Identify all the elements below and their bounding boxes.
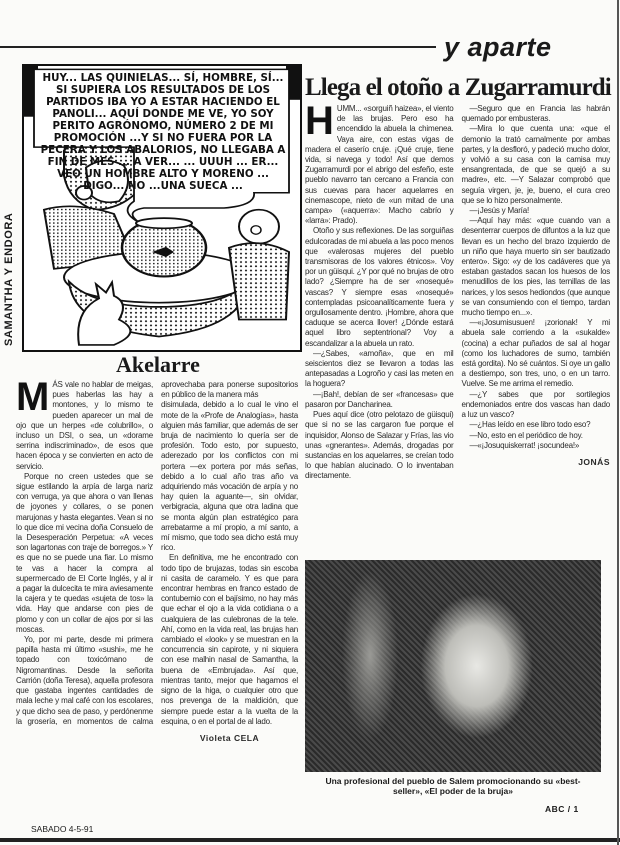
paragraph: —¡Bah!, debían de ser «francesas» que pasaron por Dancharinea.: [305, 389, 454, 409]
top-rule: [0, 46, 436, 48]
paragraph: —Mira lo que cuenta una: «que el demonio la trató carnalmente por ambas partes, y la desfloró, y padeció mucho dolor, y volvió a su casa con la camisa muy ensangrentada, de que se quejó a su madre», etc. —Y Salazar comprobó que seguía virgen, je, je, bueno, el cura creo que se lo hizo personalmente.: [461, 124, 610, 205]
photo-caption: Una profesional del pueblo de Salem promocionando su «best-seller», «El poder de la bruja»: [325, 776, 581, 796]
paragraph: —No, esto en el periódico de hoy.: [469, 430, 583, 440]
paragraph: —«¡Josumisusuen! ¡zorionak! Y mi abuela sale corriendo a la «sukalde» (cocina) a echar puñados de sal al hogar (como los luchadores de sumo, también está gordita). No sé cuántos. Si oye un gallo a destiempo, son tres, uno, o en un tarro. Vuelve. Se me arrima el remedio.: [461, 318, 610, 389]
paragraph: —¿Has leído en ese libro todo eso?: [469, 420, 591, 430]
article-title: Akelarre: [116, 352, 200, 377]
paragraph: —Seguro que en Francia las habrán quemado por embusteras.: [461, 104, 610, 124]
paragraph: —¿Sabes, «amoña», que en mil seiscientos diez se llevaron a todas las antepasadas a Logroño y casi las meten en la hoguera?: [305, 348, 454, 389]
article-left-signature: Violeta CELA: [199, 732, 260, 743]
dropcap: H: [305, 99, 334, 143]
paragraph: —¿Y sabes que por sortilegios endemoniados entre dos vascas han dado a luz un vasco?: [461, 389, 610, 420]
cartoon: [22, 64, 302, 352]
paragraph: —Aquí hay más: «que cuando van a desenterrar cuerpos de difuntos a la luz que llevan es un hecho del brazo izquierdo de un niño que haya muerto sin ser bautizado entero». Sigo: «y de los cadáveres que ya estaban gastados sacan los huesos de los menudillos de los pies, las ternillas de las narices, y los sesos hediondos (que aunque se van consumiendo con el tiempo, tardan mucho tiempo en...».: [461, 216, 610, 318]
cartoon-speech-bubble: HUY... LAS QUINIELAS... SÍ, HOMBRE, SÍ... SI SUPIERA LOS RESULTADOS DE LOS PARTIDOS IBA YO A ESTAR HACIENDO EL PANOLI... AQUÍ DONDE ME VE, YO SOY PERITO AGRÓNOMO, NÚMERO 2 DE MI PROMOCIÓN ...Y SI NO FUERA POR LA PECERA Y LOS ABALORIOS, NO LLEGABA A FIN DE MES ... A VER... ... UUUH ... ER... VEO UN HOMBRE ALTO Y MORENO ... DIGO... NO ...UNA SUECA ...: [40, 72, 286, 192]
article-right-body: [305, 99, 610, 482]
paragraph: —«¡Josuquiskerrat! ¡socundea!»: [469, 440, 580, 450]
paragraph: En definitiva, me he encontrado con todo tipo de brujazas, todas sin escoba ni casita de caramelo. Y es que para encontrar hembras en franco estado de contubernio con el bajísimo, no hay más que echar el ojo a la vida cotidiana o a cualquiera de las culebronas de la tele. Ahí, como en la vida real, las brujas han cambiado el «look» y se muestran en la concurrencia sin capirote, y ni siquiera con ese malhin nasal de Samantha, la buena de «Embrujada». Así que, mientras tanto, mejor que hagamos el signo de la higa, o cualquier otro que nos prevenga de la maldición, que siempre puede estar a la vuelta de la esquina, o en el portal de al lado.: [161, 553, 298, 726]
paragraph: disimulada, debido a lo cual le vino el mote de la «Profe de Analogías», hasta alguien más familiar, que además de ser bruja de nacimiento lo quería ser de profesión. Todo esto, por supuesto, aderezado por los conflictos con mi portera —ex portera por más señas, debido a lo cual año tras año va adquiriendo más vocación de arpía y no hay quien la aguante—, sin olvidar, verbigracia, alguna que otra ladina que se monta algún plan estratégico para arrebatarme a mí propio, a mí santo, a mí mismo, que todo sea dicho está muy rico.: [161, 400, 298, 553]
cartoon-side-label: SAMANTHA Y ENDORA: [3, 212, 15, 346]
footer-date: SABADO 4-5-91: [31, 824, 94, 834]
dropcap: M: [16, 375, 50, 419]
article-left-body: [16, 375, 298, 743]
right-edge-rule: [617, 0, 619, 845]
paragraph: ÁS vale no hablar de meigas, pues haberlas las hay a montones, y lo mismo te pueden aparecer un mal de ojo que un herpes «de colubrillo», o incluso un DSI, o sea, un «dorame serrina indiscriminado», de esos que hacen época y se convierten en acto de servicio.: [16, 380, 153, 471]
paragraph: Yo, por mi parte, desde mi primera papilla hasta mi último «sushi», me he topado con toxicómano de Nigromantinas. Desde la señorita Carrión (doña Teresa), aquella profesora que gastaba ingentes cantidades de mala leche y mal café con los escolares, y que dicho sea de paso, y perdónenme la grosería, en momentos de calma aprovechaba para ponerse supositorios en público de la manera más: [16, 380, 298, 726]
bottom-rule: [0, 838, 620, 842]
paragraph: Otoño y sus reflexiones. De las sorguiñas edulcoradas de mi abuela a las poco menos que «valerosas mujeres del pueblo transmisoras de los valores étnicos». Voy por un güisqui. ¿Y por qué no brujas de otro lado? ¿Siempre ha de ser «nosequé» vascas? Y siempre esas «nosequé» contempladas psicoanalíticamente fuera y orgullosamente dentro. ¡Hombre, ahora que caduque se acerca llover! ¿Dónde estará aquel libro septentrional? Voy a escandalizar a la abuela un rato.: [305, 226, 454, 348]
paragraph: Pues aquí dice (otro pelotazo de güisqui) que si no se las cargaron fue porque el inquisidor, Alonso de Salazar y Frías, las vio unas «gnerantes». Además, drogadas por sustancias en los aquelarres, se creían todo lo que habían alucinado. O lo inventaban directamente.: [305, 410, 454, 481]
paragraph: Porque no creen ustedes que se sigue estilando la arpía de larga nariz con verruga, ya que ahora o van llenas de joyones y collares, o se ponen marujonas y hasta elegantes. Vean si no lo que dice mi vecina doña Consuelo de la Desesperación Perpetua: «A veces son lagartonas con traje de borregos.» Y es que no se puede una fiar. Lo mismo te vas a hacer la compra al supermercado de El Corte Inglés, y al ir a pagar la dulcecita te mira aviesamente la cajera y te quedas «sujeta de tos» la vida. Hay que andarse con pies de plomo y con un collar de ajos por si las moscas.: [16, 471, 153, 634]
article-headline: Llega el otoño a Zugarramurdi: [305, 74, 611, 101]
article-right-signature: JONÁS: [578, 456, 610, 467]
article-photo: [305, 560, 601, 772]
paragraph: —¡Jesús y María!: [469, 206, 529, 216]
footer-page-number: ABC / 1: [545, 804, 579, 814]
section-title: y aparte: [444, 32, 552, 62]
paragraph: UMM... «sorguiñ haizea», el viento de las brujas. Pero eso ha encendido la abuela la chimenea. Vaya aire, con estas vigas de madera el caserío cruje. ¡Qué cruje, tiene vida, si navega y todo! Así que demos Zugarramurdi por el abrigo del esfeño, este pueblo navarro tan cercano a Francia con sus cuevas para hacer aquelarres en cinemascope, nieto de «un mitad de una campa» («aquerra»: Macho cabrío y «larra»: Prado).: [305, 104, 454, 226]
